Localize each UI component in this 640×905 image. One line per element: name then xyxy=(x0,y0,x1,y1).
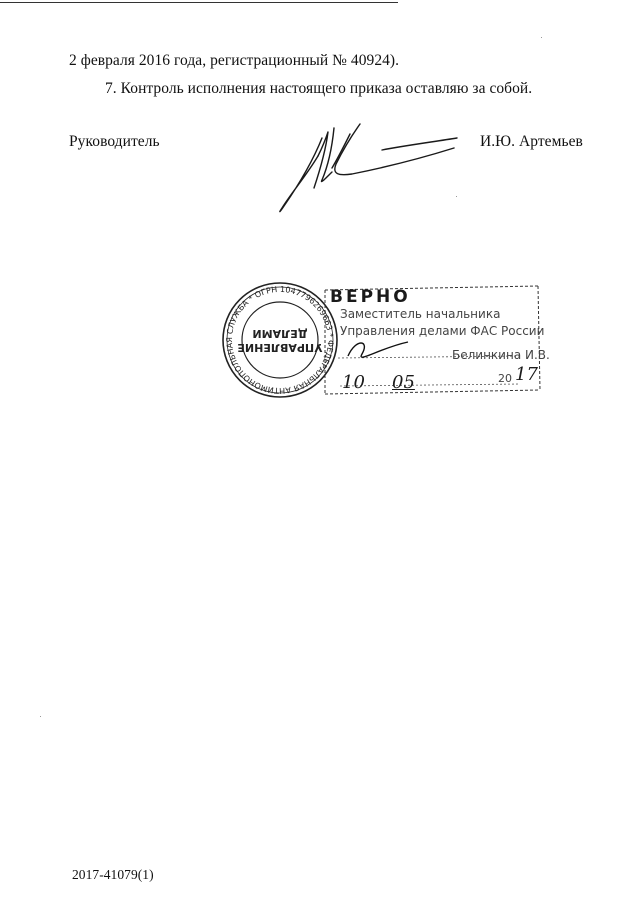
stamp-verified-label: ВЕРНО xyxy=(330,287,411,307)
scan-speck xyxy=(456,196,457,197)
stamp-position-line1: Заместитель начальника xyxy=(340,307,501,321)
signatory-title: Руководитель xyxy=(69,133,160,150)
stamp-official-name: Белинкина И.В. xyxy=(452,348,550,362)
signatory-name: И.Ю. Артемьев xyxy=(480,133,583,150)
verification-stamp xyxy=(220,278,550,408)
seal-center-line2: ДЕЛАМИ xyxy=(252,327,308,340)
footer-document-code: 2017-41079(1) xyxy=(72,867,154,882)
stamp-date-year-prefix: 20 xyxy=(498,372,512,385)
stamp-date-month: 05 xyxy=(392,372,415,393)
top-rule xyxy=(0,2,398,3)
text-line-control-clause: 7. Контроль исполнения настоящего приказа оставляю за собой. xyxy=(105,80,533,97)
stamp-date-day: 10 xyxy=(342,372,365,393)
stamp-position-line2: Управления делами ФАС России xyxy=(340,324,545,338)
seal-ring-text: ФЕДЕРАЛЬНАЯ АНТИМОНОПОЛЬНАЯ СЛУЖБА * ОГРН 1047796269663 * xyxy=(224,284,336,396)
scan-speck xyxy=(541,37,542,38)
handwritten-signature xyxy=(262,118,462,218)
stamp-date-year: 17 xyxy=(515,364,538,385)
text-line-registration: 2 февраля 2016 года, регистрационный № 40924). xyxy=(69,52,400,69)
scan-speck xyxy=(40,716,41,717)
seal-center-line1: УПРАВЛЕНИЕ xyxy=(237,341,323,354)
